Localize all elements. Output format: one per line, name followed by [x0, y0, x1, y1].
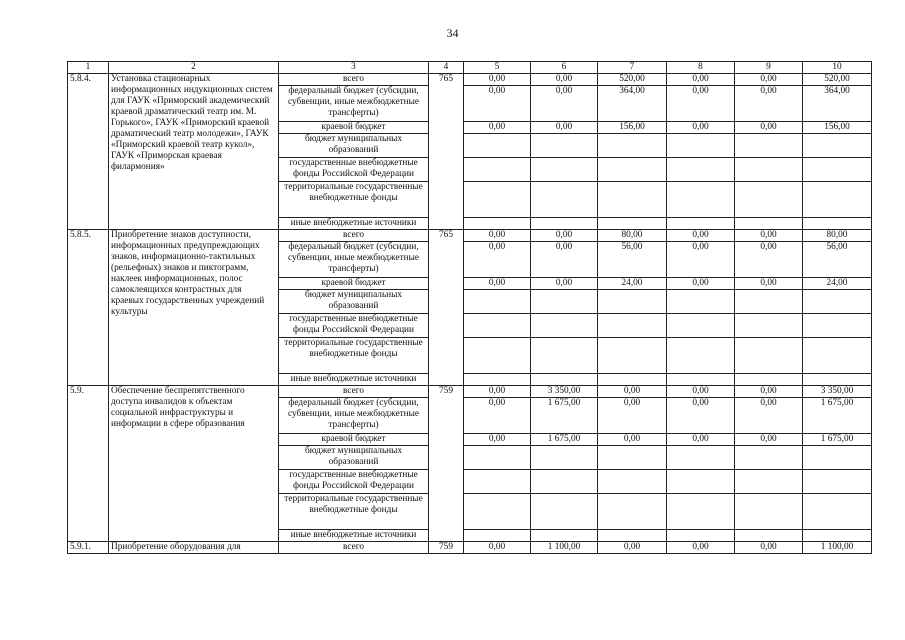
- value-cell: [531, 218, 598, 230]
- item-code: 5.9.1.: [68, 542, 109, 554]
- value-cell: [735, 290, 803, 314]
- funding-source: государственные внебюджетные фонды Российской Федерации: [279, 158, 429, 182]
- header-cell: 1: [68, 62, 109, 74]
- value-cell: [667, 134, 735, 158]
- value-cell: [531, 290, 598, 314]
- value-cell: [464, 314, 531, 338]
- value-cell: 0,00: [464, 230, 531, 242]
- funding-source: территориальные государственные внебюджетные фонды: [279, 182, 429, 218]
- value-cell: [598, 494, 667, 530]
- value-cell: [531, 494, 598, 530]
- value-cell: 3 350,00: [531, 386, 598, 398]
- page-number: 34: [446, 26, 459, 40]
- funding-source: иные внебюджетные источники: [279, 530, 429, 542]
- value-cell: [803, 182, 872, 218]
- header-cell: 2: [109, 62, 279, 74]
- funding-source: всего: [279, 230, 429, 242]
- value-cell: 0,00: [735, 242, 803, 278]
- value-cell: 56,00: [598, 242, 667, 278]
- value-cell: [803, 494, 872, 530]
- value-cell: [667, 218, 735, 230]
- value-cell: [464, 530, 531, 542]
- funding-source: краевой бюджет: [279, 122, 429, 134]
- item-name: Приобретение оборудования для: [109, 542, 279, 554]
- value-cell: 0,00: [735, 542, 803, 554]
- value-cell: [667, 338, 735, 374]
- value-cell: [667, 314, 735, 338]
- value-cell: [464, 338, 531, 374]
- value-cell: [531, 182, 598, 218]
- grbs-code: 759: [429, 386, 464, 542]
- value-cell: [735, 218, 803, 230]
- header-cell: 8: [667, 62, 735, 74]
- grbs-code: 765: [429, 230, 464, 386]
- value-cell: 1 100,00: [803, 542, 872, 554]
- value-cell: [803, 470, 872, 494]
- funding-source: краевой бюджет: [279, 434, 429, 446]
- value-cell: [667, 374, 735, 386]
- value-cell: [667, 446, 735, 470]
- header-cell: 5: [464, 62, 531, 74]
- funding-source: краевой бюджет: [279, 278, 429, 290]
- value-cell: [735, 446, 803, 470]
- value-cell: 1 675,00: [531, 398, 598, 434]
- value-cell: [735, 158, 803, 182]
- value-cell: [598, 530, 667, 542]
- value-cell: [667, 158, 735, 182]
- value-cell: [803, 338, 872, 374]
- value-cell: [667, 494, 735, 530]
- value-cell: 1 100,00: [531, 542, 598, 554]
- value-cell: [667, 290, 735, 314]
- value-cell: 0,00: [667, 242, 735, 278]
- item-name: Приобретение знаков доступности, информационных предупреждающих знаков, информационно-тактильных (рельефных) знаков и пиктограмм, наклеек информационных, полос самоклеящихся контрастных для краевых государственных учреждений культуры: [109, 230, 279, 386]
- table-row: [68, 386, 872, 398]
- value-cell: [531, 470, 598, 494]
- value-cell: 0,00: [531, 278, 598, 290]
- value-cell: 0,00: [531, 230, 598, 242]
- funding-source: бюджет муниципальных образований: [279, 446, 429, 470]
- value-cell: 80,00: [598, 230, 667, 242]
- item-code: 5.9.: [68, 386, 109, 542]
- value-cell: [667, 182, 735, 218]
- value-cell: 0,00: [464, 278, 531, 290]
- value-cell: 0,00: [598, 386, 667, 398]
- value-cell: 1 675,00: [531, 434, 598, 446]
- value-cell: 0,00: [464, 542, 531, 554]
- value-cell: 80,00: [803, 230, 872, 242]
- value-cell: [803, 158, 872, 182]
- value-cell: 0,00: [735, 74, 803, 86]
- item-name: Установка стационарных информационных индукционных систем для ГАУК «Приморский академический краевой драматический театр им. М. Горького», ГАУК «Приморский краевой драматический театр молодежи», ГАУК «Приморский краевой театр кукол», ГАУК «Приморская краевая филармония»: [109, 74, 279, 230]
- value-cell: [803, 314, 872, 338]
- value-cell: 56,00: [803, 242, 872, 278]
- value-cell: 364,00: [803, 86, 872, 122]
- value-cell: [464, 446, 531, 470]
- value-cell: [735, 494, 803, 530]
- value-cell: [735, 338, 803, 374]
- value-cell: [464, 158, 531, 182]
- header-cell: 3: [279, 62, 429, 74]
- value-cell: 0,00: [735, 230, 803, 242]
- value-cell: [735, 530, 803, 542]
- value-cell: [803, 218, 872, 230]
- value-cell: [803, 530, 872, 542]
- funding-source: всего: [279, 542, 429, 554]
- value-cell: 0,00: [464, 434, 531, 446]
- funding-source: всего: [279, 74, 429, 86]
- funding-source: бюджет муниципальных образований: [279, 290, 429, 314]
- header-cell: 9: [735, 62, 803, 74]
- value-cell: 0,00: [667, 434, 735, 446]
- funding-source: территориальные государственные внебюджетные фонды: [279, 338, 429, 374]
- value-cell: [464, 182, 531, 218]
- budget-table: [67, 61, 872, 554]
- value-cell: [735, 134, 803, 158]
- value-cell: [464, 374, 531, 386]
- value-cell: 0,00: [531, 122, 598, 134]
- value-cell: [667, 530, 735, 542]
- value-cell: [803, 374, 872, 386]
- value-cell: 1 675,00: [803, 434, 872, 446]
- funding-source: федеральный бюджет (субсидии, субвенции, иные межбюджетные трансферты): [279, 86, 429, 122]
- value-cell: 0,00: [667, 278, 735, 290]
- value-cell: 24,00: [598, 278, 667, 290]
- header-cell: 4: [429, 62, 464, 74]
- header-cell: 10: [803, 62, 872, 74]
- funding-source: федеральный бюджет (субсидии, субвенции, иные межбюджетные трансферты): [279, 398, 429, 434]
- value-cell: [803, 290, 872, 314]
- value-cell: [531, 530, 598, 542]
- value-cell: [598, 446, 667, 470]
- value-cell: 0,00: [464, 242, 531, 278]
- table-row: [68, 542, 872, 554]
- value-cell: [803, 446, 872, 470]
- value-cell: 0,00: [667, 86, 735, 122]
- grbs-code: 765: [429, 74, 464, 230]
- value-cell: [531, 374, 598, 386]
- value-cell: [667, 470, 735, 494]
- funding-source: территориальные государственные внебюджетные фонды: [279, 494, 429, 530]
- header-row: [68, 62, 872, 74]
- value-cell: [531, 314, 598, 338]
- value-cell: 0,00: [735, 434, 803, 446]
- funding-source: бюджет муниципальных образований: [279, 134, 429, 158]
- value-cell: [735, 374, 803, 386]
- header-cell: 7: [598, 62, 667, 74]
- header-cell: 6: [531, 62, 598, 74]
- funding-source: государственные внебюджетные фонды Российской Федерации: [279, 314, 429, 338]
- value-cell: 0,00: [598, 398, 667, 434]
- value-cell: [464, 290, 531, 314]
- value-cell: [735, 182, 803, 218]
- value-cell: [598, 290, 667, 314]
- value-cell: [464, 470, 531, 494]
- value-cell: 24,00: [803, 278, 872, 290]
- value-cell: 520,00: [598, 74, 667, 86]
- table-row: [68, 230, 872, 242]
- value-cell: 0,00: [667, 230, 735, 242]
- value-cell: [531, 338, 598, 374]
- funding-source: государственные внебюджетные фонды Российской Федерации: [279, 470, 429, 494]
- value-cell: 0,00: [667, 74, 735, 86]
- value-cell: [735, 314, 803, 338]
- value-cell: 0,00: [531, 242, 598, 278]
- value-cell: 0,00: [531, 86, 598, 122]
- value-cell: [803, 134, 872, 158]
- value-cell: 156,00: [598, 122, 667, 134]
- value-cell: 0,00: [667, 542, 735, 554]
- value-cell: 0,00: [598, 542, 667, 554]
- funding-source: федеральный бюджет (субсидии, субвенции, иные межбюджетные трансферты): [279, 242, 429, 278]
- item-code: 5.8.5.: [68, 230, 109, 386]
- value-cell: 0,00: [667, 386, 735, 398]
- value-cell: 156,00: [803, 122, 872, 134]
- value-cell: [531, 446, 598, 470]
- item-name: Обеспечение беспрепятственного доступа инвалидов к объектам социальной инфраструктуры и информации в сфере образования: [109, 386, 279, 542]
- value-cell: 0,00: [735, 86, 803, 122]
- value-cell: 0,00: [598, 434, 667, 446]
- value-cell: [598, 470, 667, 494]
- value-cell: 0,00: [464, 398, 531, 434]
- value-cell: 364,00: [598, 86, 667, 122]
- value-cell: [531, 158, 598, 182]
- value-cell: 3 350,00: [803, 386, 872, 398]
- value-cell: 0,00: [735, 386, 803, 398]
- value-cell: 0,00: [464, 74, 531, 86]
- value-cell: [598, 218, 667, 230]
- value-cell: 0,00: [667, 398, 735, 434]
- value-cell: [598, 158, 667, 182]
- value-cell: 0,00: [735, 278, 803, 290]
- value-cell: [464, 494, 531, 530]
- value-cell: 0,00: [667, 122, 735, 134]
- value-cell: 0,00: [464, 386, 531, 398]
- value-cell: 0,00: [531, 74, 598, 86]
- table-row: [68, 74, 872, 86]
- funding-source: всего: [279, 386, 429, 398]
- grbs-code: 759: [429, 542, 464, 554]
- value-cell: 1 675,00: [803, 398, 872, 434]
- value-cell: [598, 134, 667, 158]
- value-cell: [531, 134, 598, 158]
- value-cell: [464, 134, 531, 158]
- value-cell: [735, 470, 803, 494]
- item-code: 5.8.4.: [68, 74, 109, 230]
- value-cell: [464, 218, 531, 230]
- value-cell: 0,00: [464, 86, 531, 122]
- value-cell: 0,00: [735, 122, 803, 134]
- value-cell: 520,00: [803, 74, 872, 86]
- funding-source: иные внебюджетные источники: [279, 374, 429, 386]
- value-cell: [598, 374, 667, 386]
- value-cell: [598, 182, 667, 218]
- value-cell: 0,00: [735, 398, 803, 434]
- funding-source: иные внебюджетные источники: [279, 218, 429, 230]
- value-cell: 0,00: [464, 122, 531, 134]
- value-cell: [598, 338, 667, 374]
- value-cell: [598, 314, 667, 338]
